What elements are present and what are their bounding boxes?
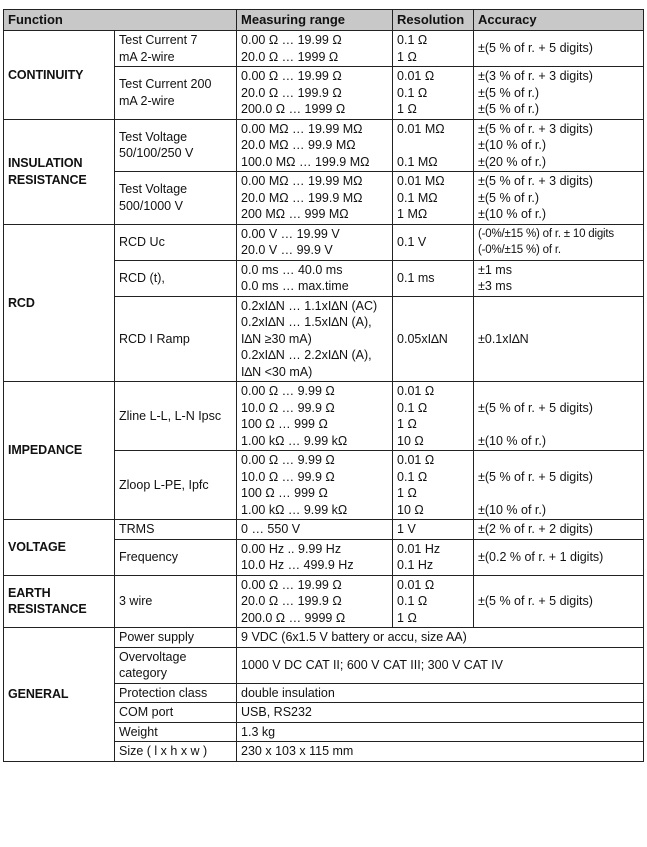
resolution-value: 0.1 Ω: [397, 400, 428, 415]
measurement-label: mA 2-wire: [119, 49, 175, 64]
resolution-value: 0.01 MΩ: [397, 174, 445, 188]
measurement-cell: [115, 451, 237, 520]
general-label-cell: [115, 628, 237, 648]
accuracy-cell: [474, 119, 644, 172]
function-name: VOLTAGE: [8, 540, 66, 554]
range-value: 20.0 Ω … 199.9 Ω: [241, 594, 342, 608]
range-value: 0.00 MΩ … 19.99 MΩ: [241, 121, 363, 136]
resolution-cell: [393, 67, 474, 120]
general-value: 1000 V DC CAT II; 600 V CAT III; 300 V CAT IV: [241, 657, 503, 672]
header-function: Function: [4, 10, 237, 31]
range-value: 0.00 Hz .. 9.99 Hz: [241, 541, 342, 556]
accuracy-cell: [474, 382, 644, 451]
resolution-value: 1 Ω: [397, 486, 417, 500]
accuracy-cell: [474, 296, 644, 382]
function-name: CONTINUITY: [8, 67, 84, 82]
general-label: Protection class: [119, 685, 208, 700]
measurement-label: RCD Uc: [119, 234, 165, 249]
accuracy-cell: [474, 539, 644, 575]
general-label: Size ( l x h x w ): [119, 744, 208, 758]
range-value: 0.00 Ω … 19.99 Ω: [241, 33, 342, 47]
measurement-label: Test Voltage: [119, 129, 188, 144]
accuracy-value: ±(20 % of r.): [478, 154, 547, 169]
function-name: INSULATION: [8, 156, 83, 170]
measurement-cell: [115, 539, 237, 575]
range-value: 0.00 V … 19.99 V: [241, 226, 340, 241]
general-value-cell: [237, 703, 644, 723]
resolution-value: 0.1 Ω: [397, 85, 428, 100]
accuracy-value: (-0%/±15 %) of r. ± 10 digits: [478, 227, 614, 240]
table-row: [4, 382, 644, 451]
resolution-value: 0.01 Ω: [397, 384, 435, 398]
resolution-cell: [393, 31, 474, 67]
function-cell: [4, 31, 115, 120]
resolution-value: 0.01 Ω: [397, 453, 435, 467]
measurement-cell: [115, 119, 237, 172]
general-value-cell: [237, 683, 644, 703]
range-value: 20.0 MΩ … 199.9 MΩ: [241, 190, 363, 205]
specifications-table: [3, 9, 644, 762]
general-value: 1.3 kg: [241, 724, 276, 739]
range-value: 200 MΩ … 999 MΩ: [241, 207, 349, 221]
accuracy-cell: [474, 67, 644, 120]
accuracy-value: ±(5 % of r.): [478, 102, 540, 116]
general-value: USB, RS232: [241, 705, 312, 719]
resolution-value: 0.01 Hz: [397, 541, 441, 556]
range-cell: [237, 260, 393, 296]
range-value: 200.0 Ω … 9999 Ω: [241, 610, 346, 625]
general-value-cell: [237, 742, 644, 762]
general-value: 230 x 103 x 115 mm: [241, 744, 354, 758]
function-cell: [4, 575, 115, 628]
range-value: 20.0 Ω … 199.9 Ω: [241, 85, 342, 100]
accuracy-value: ±(5 % of r.): [478, 85, 540, 100]
general-label: Power supply: [119, 630, 195, 644]
resolution-value: 10 Ω: [397, 433, 424, 448]
accuracy-cell: [474, 260, 644, 296]
function-cell: [4, 224, 115, 382]
range-value: 1.00 kΩ … 9.99 kΩ: [241, 433, 348, 448]
measurement-cell: [115, 575, 237, 628]
function-name: EARTH: [8, 585, 51, 600]
measurement-label: RCD I Ramp: [119, 331, 190, 346]
resolution-value: 0.1 Hz: [397, 558, 434, 572]
accuracy-value: ±(5 % of r. + 3 digits): [478, 121, 593, 136]
range-cell: [237, 31, 393, 67]
table-row: [4, 520, 644, 540]
measurement-label: TRMS: [119, 522, 155, 536]
general-value: double insulation: [241, 685, 335, 700]
function-name: IMPEDANCE: [8, 443, 83, 458]
measurement-cell: [115, 172, 237, 225]
general-value: 9 VDC (6x1.5 V battery or accu, size AA): [241, 630, 467, 644]
measurement-label: 3 wire: [119, 594, 153, 608]
general-label-cell: [115, 683, 237, 703]
function-cell: [4, 628, 115, 762]
general-label-cell: [115, 703, 237, 723]
accuracy-value: ±(10 % of r.): [478, 207, 547, 221]
accuracy-value: ±(5 % of r. + 5 digits): [478, 41, 593, 56]
range-value: 100 Ω … 999 Ω: [241, 417, 328, 431]
accuracy-value: [478, 416, 639, 433]
resolution-cell: [393, 296, 474, 382]
accuracy-value: ±(3 % of r. + 3 digits): [478, 69, 593, 83]
range-value: 0.00 Ω … 19.99 Ω: [241, 577, 342, 592]
accuracy-value: ±3 ms: [478, 279, 512, 293]
measurement-cell: [115, 520, 237, 540]
resolution-value: 1 V: [397, 522, 416, 536]
resolution-cell: [393, 575, 474, 628]
resolution-cell: [393, 224, 474, 260]
range-value: 20.0 MΩ … 99.9 MΩ: [241, 138, 356, 152]
range-value: 100.0 MΩ … 199.9 MΩ: [241, 154, 370, 169]
accuracy-cell: [474, 575, 644, 628]
table-row: [4, 628, 644, 648]
accuracy-value: ±(5 % of r. + 5 digits): [478, 469, 593, 484]
accuracy-value: [478, 485, 639, 502]
header-accuracy: Accuracy: [474, 10, 644, 31]
resolution-value: 1 Ω: [397, 49, 417, 64]
range-cell: [237, 539, 393, 575]
resolution-cell: [393, 119, 474, 172]
range-cell: [237, 296, 393, 382]
resolution-value: 0.1 Ω: [397, 469, 428, 484]
range-value: 10.0 Ω … 99.9 Ω: [241, 400, 335, 415]
range-value: 0.00 Ω … 9.99 Ω: [241, 384, 335, 398]
resolution-value: 1 Ω: [397, 610, 417, 625]
range-value: 20.0 Ω … 1999 Ω: [241, 49, 339, 64]
range-value: 1.00 kΩ … 9.99 kΩ: [241, 502, 348, 517]
measurement-cell: [115, 260, 237, 296]
accuracy-value: (-0%/±15 %) of r.: [478, 244, 561, 256]
accuracy-value: ±(5 % of r. + 5 digits): [478, 400, 593, 415]
range-value: 0.0 ms … 40.0 ms: [241, 262, 343, 277]
range-value: 200.0 Ω … 1999 Ω: [241, 102, 346, 116]
range-cell: [237, 224, 393, 260]
resolution-value: 0.1 V: [397, 234, 427, 249]
general-label-cell: [115, 647, 237, 683]
measurement-cell: [115, 31, 237, 67]
header-resolution: Resolution: [393, 10, 474, 31]
accuracy-cell: [474, 172, 644, 225]
range-value: 10.0 Hz … 499.9 Hz: [241, 558, 354, 572]
accuracy-value: ±(10 % of r.): [478, 138, 547, 152]
range-value: 0.2xI∆N … 1.5xI∆N (A),: [241, 315, 372, 329]
resolution-cell: [393, 260, 474, 296]
general-label-cell: [115, 742, 237, 762]
resolution-value: 0.01 Ω: [397, 69, 435, 83]
general-label: COM port: [119, 705, 174, 719]
function-name: GENERAL: [8, 687, 69, 701]
accuracy-value: ±(5 % of r.): [478, 190, 540, 205]
measurement-label: 500/1000 V: [119, 198, 183, 213]
table-row: [4, 119, 644, 172]
function-name: RESISTANCE: [8, 602, 87, 617]
resolution-value: 10 Ω: [397, 502, 424, 517]
header-measuring-range: Measuring range: [237, 10, 393, 31]
function-name: RESISTANCE: [8, 172, 87, 187]
function-name: RCD: [8, 295, 35, 310]
measurement-cell: [115, 382, 237, 451]
range-cell: [237, 451, 393, 520]
range-value: 20.0 V … 99.9 V: [241, 243, 333, 257]
measurement-label: 50/100/250 V: [119, 146, 194, 161]
range-value: 0.00 Ω … 19.99 Ω: [241, 69, 342, 83]
general-label: Overvoltage: [119, 649, 187, 664]
measurement-label: Frequency: [119, 549, 179, 564]
table-row: [4, 575, 644, 628]
range-cell: [237, 520, 393, 540]
general-label: category: [119, 666, 167, 680]
accuracy-cell: [474, 224, 644, 260]
resolution-value: 0.1 ms: [397, 270, 435, 285]
measurement-label: Test Voltage: [119, 182, 188, 197]
accuracy-cell: [474, 31, 644, 67]
accuracy-cell: [474, 520, 644, 540]
range-value: 0 … 550 V: [241, 522, 301, 536]
accuracy-value: [478, 452, 639, 469]
resolution-value: 0.05xI∆N: [397, 331, 448, 346]
resolution-value: 0.1 MΩ: [397, 154, 438, 169]
range-value: I∆N ≥30 mA): [241, 331, 312, 346]
accuracy-value: ±0.1xI∆N: [478, 331, 529, 346]
function-cell: [4, 520, 115, 576]
accuracy-value: ±(10 % of r.): [478, 502, 547, 517]
resolution-value: 1 MΩ: [397, 207, 428, 221]
resolution-value: 1 Ω: [397, 102, 417, 116]
range-cell: [237, 67, 393, 120]
resolution-value: 1 Ω: [397, 417, 417, 431]
resolution-cell: [393, 539, 474, 575]
accuracy-value: ±(10 % of r.): [478, 433, 547, 448]
general-label-cell: [115, 722, 237, 742]
resolution-value: 0.1 MΩ: [397, 190, 438, 205]
function-cell: [4, 382, 115, 520]
resolution-value: [397, 137, 469, 154]
range-cell: [237, 575, 393, 628]
accuracy-value: ±(0.2 % of r. + 1 digits): [478, 549, 604, 564]
general-value-cell: [237, 647, 644, 683]
resolution-value: 0.01 Ω: [397, 577, 435, 592]
resolution-value: 0.1 Ω: [397, 33, 428, 47]
range-value: 0.0 ms … max.time: [241, 279, 349, 293]
range-value: I∆N <30 mA): [241, 364, 313, 379]
resolution-cell: [393, 520, 474, 540]
measurement-cell: [115, 296, 237, 382]
resolution-cell: [393, 451, 474, 520]
range-value: 100 Ω … 999 Ω: [241, 486, 328, 500]
measurement-label: Zloop L-PE, Ipfc: [119, 477, 209, 492]
range-cell: [237, 172, 393, 225]
accuracy-value: ±(5 % of r. + 3 digits): [478, 174, 593, 188]
measurement-cell: [115, 67, 237, 120]
accuracy-value: ±(2 % of r. + 2 digits): [478, 522, 593, 536]
function-cell: [4, 119, 115, 224]
range-value: 0.00 Ω … 9.99 Ω: [241, 453, 335, 467]
table-header-row: [4, 10, 644, 31]
accuracy-cell: [474, 451, 644, 520]
resolution-cell: [393, 172, 474, 225]
table-row: [4, 224, 644, 260]
general-value-cell: [237, 628, 644, 648]
measurement-label: Zline L-L, L-N Ipsc: [119, 408, 222, 423]
measurement-label: Test Current 7: [119, 33, 198, 47]
general-value-cell: [237, 722, 644, 742]
range-value: 0.00 MΩ … 19.99 MΩ: [241, 174, 363, 188]
range-cell: [237, 382, 393, 451]
accuracy-value: [478, 383, 639, 400]
resolution-cell: [393, 382, 474, 451]
accuracy-value: ±(5 % of r. + 5 digits): [478, 594, 593, 608]
measurement-label: RCD (t),: [119, 270, 165, 285]
table-row: [4, 31, 644, 67]
resolution-value: 0.01 MΩ: [397, 121, 445, 136]
measurement-cell: [115, 224, 237, 260]
general-label: Weight: [119, 724, 158, 739]
range-value: 10.0 Ω … 99.9 Ω: [241, 469, 335, 484]
measurement-label: mA 2-wire: [119, 93, 175, 108]
range-value: 0.2xI∆N … 2.2xI∆N (A),: [241, 348, 372, 362]
resolution-value: 0.1 Ω: [397, 594, 428, 608]
range-cell: [237, 119, 393, 172]
accuracy-value: ±1 ms: [478, 262, 512, 277]
measurement-label: Test Current 200: [119, 77, 212, 92]
range-value: 0.2xI∆N … 1.1xI∆N (AC): [241, 298, 378, 313]
table-body: [4, 31, 644, 762]
